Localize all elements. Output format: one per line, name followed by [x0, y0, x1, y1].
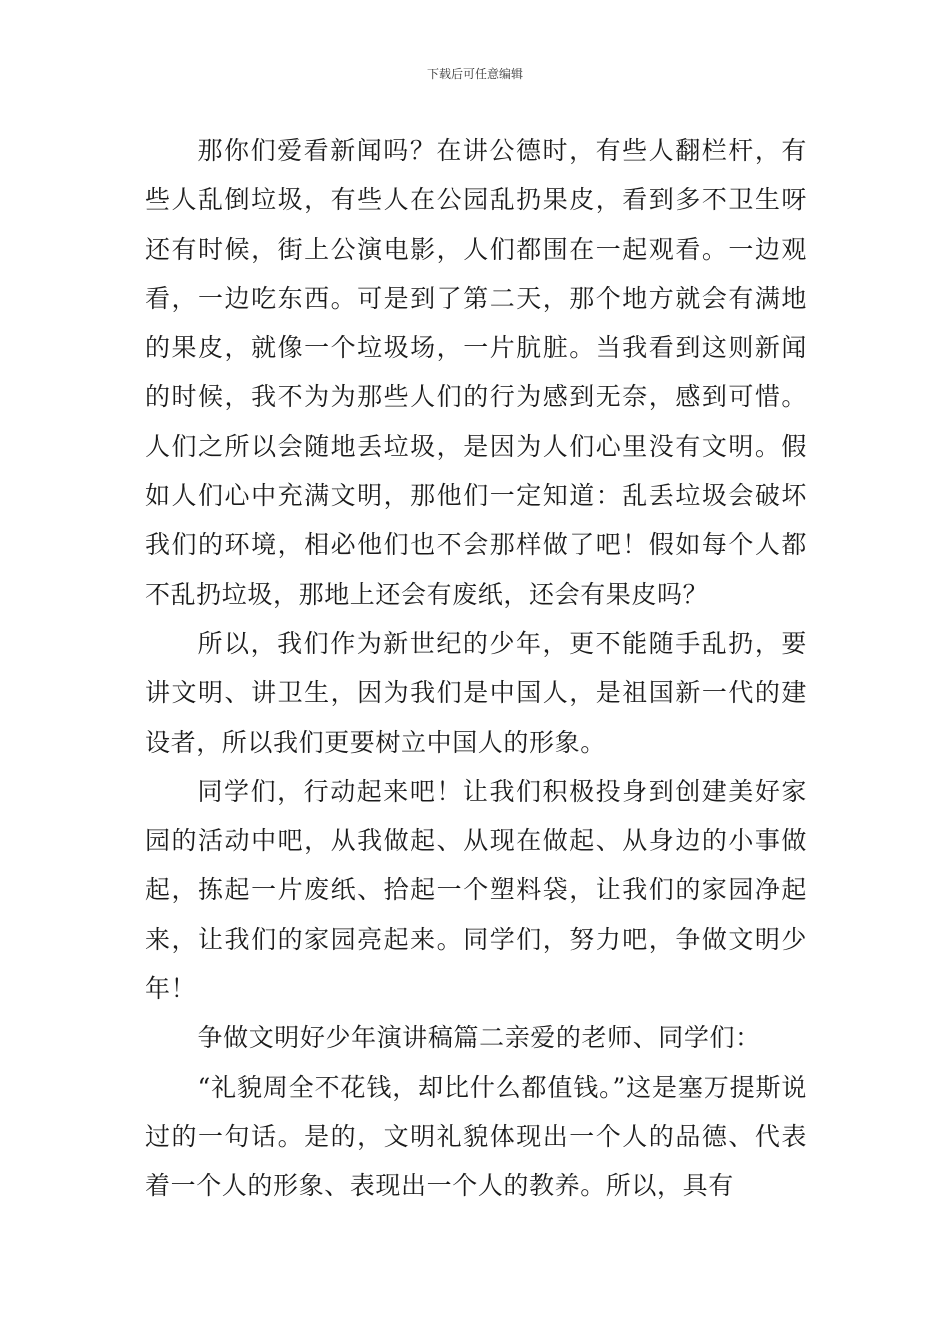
- document-body: [145, 126, 807, 1211]
- paragraph-speech-two-title: 争做文明好少年演讲稿篇二亲爱的老师、同学们：: [197, 1023, 761, 1053]
- paragraph-news: 那你们爱看新闻吗？在讲公德时，有些人翻栏杆，有些人乱倒垃圾，有些人在公园乱扔果皮，看到多不卫生呀还有时候，街上公演电影，人们都围在一起观看。一边观看，一边吃东西。可是到了第二天，那个地方就会有满地的果皮，就像一个垃圾场，一片肮脏。当我看到这则新闻的时候，我不为为那些人们的行为感到无奈，感到可惜。人们之所以会随地丢垃圾，是因为人们心里没有文明。假如人们心中充满文明，那他们一定知道：乱丢垃圾会破坏我们的环境，相必他们也不会那样做了吧！假如每个人都不乱扔垃圾，那地上还会有废纸，还会有果皮吗？: [145, 136, 807, 609]
- paragraph-action: 同学们，行动起来吧！让我们积极投身到创建美好家园的活动中吧，从我做起、从现在做起、从身边的小事做起，拣起一片废纸、拾起一个塑料袋，让我们的家园净起来，让我们的家园亮起来。同学们，努力吧，争做文明少年！: [145, 776, 807, 1004]
- paragraph-quote: “礼貌周全不花钱，却比什么都值钱。”这是塞万提斯说过的一句话。是的，文明礼貌体现出一个人的品德、代表着一个人的形象、表现出一个人的教养。所以，具有: [145, 1072, 807, 1201]
- page-header: 下载后可任意编辑: [426, 67, 523, 81]
- paragraph-youth: 所以，我们作为新世纪的少年，更不能随手乱扔，要讲文明、讲卫生，因为我们是中国人，是祖国新一代的建设者，所以我们更要树立中国人的形象。: [145, 628, 807, 757]
